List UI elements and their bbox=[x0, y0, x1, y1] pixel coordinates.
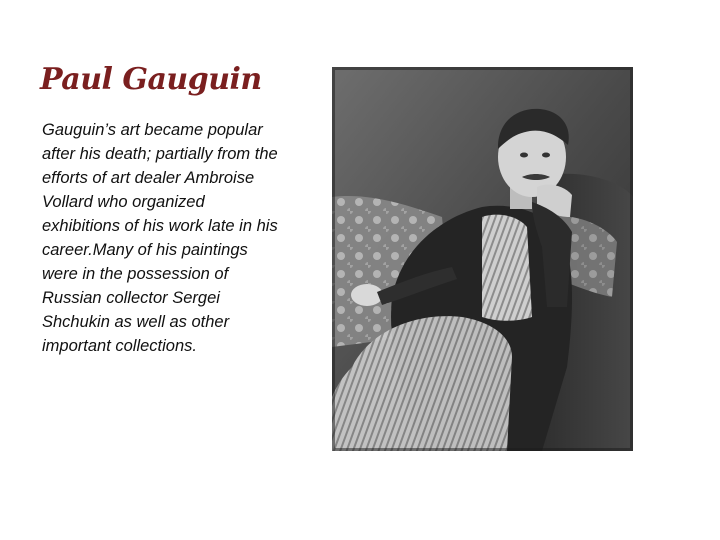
slide-body-text: Gauguin’s art became popular after his death; partially from the efforts of art dealer Ambroise Vollard who organized exhibitions of his work late in his career.Many of his paintings were in the possession of Russian collector Sergei Shchukin as well as other important collections. bbox=[42, 121, 278, 355]
slide-title: Paul Gauguin bbox=[40, 62, 262, 97]
gauguin-portrait-photo bbox=[332, 67, 633, 451]
left-eye bbox=[520, 153, 528, 158]
right-eye bbox=[542, 153, 550, 158]
portrait-illustration bbox=[332, 67, 633, 451]
striped-shirt bbox=[482, 215, 532, 321]
